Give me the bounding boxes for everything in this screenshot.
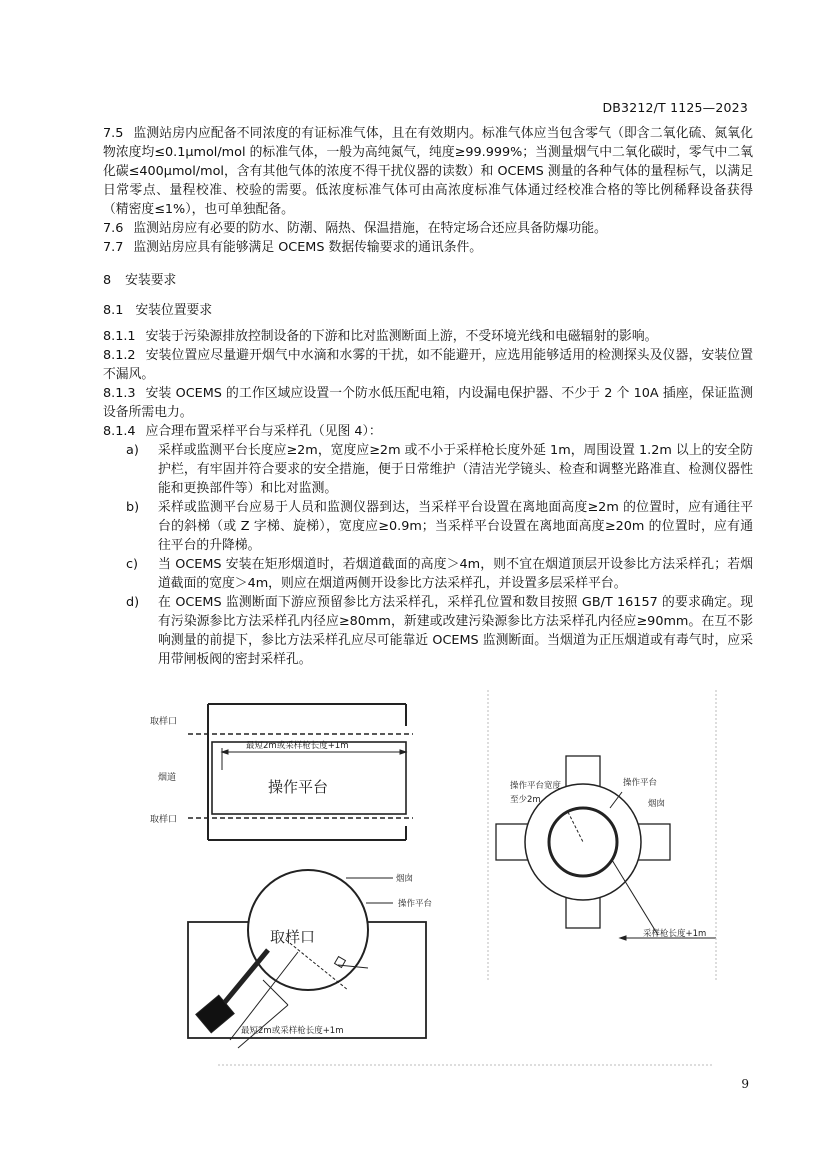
clause-number: 7.6 (103, 221, 124, 236)
label-platform-top: 操作平台 (268, 778, 329, 796)
clause-text: 安装 OCEMS 的工作区域应设置一个防水低压配电箱，内设漏电保护器、不少于 2 个 10A 插座，保证监测设备所需电力。 (103, 386, 753, 420)
figure-4-sampling-layout (138, 690, 728, 1075)
clause-8-1-1 (103, 327, 753, 346)
label-sample-port-top: 取样口 (150, 717, 178, 727)
clause-text: 安装于污染源排放控制设备的下游和比对监测断面上游，不受环境光线和电磁辐射的影响。 (145, 329, 658, 344)
section-title: 安装位置要求 (135, 303, 213, 318)
clause-7-5 (103, 124, 753, 219)
list-marker: c) (126, 557, 139, 572)
clause-text: 应合理布置采样平台与采样孔（见图 4）： (145, 424, 382, 439)
label-dimension-top: 最短2m或采样枪长度+1m (246, 741, 349, 751)
section-heading-8-1 (103, 301, 753, 321)
list-marker: a) (126, 443, 139, 458)
clause-number: 7.5 (103, 126, 124, 141)
label-chimney-bottom: 烟囱 (396, 874, 414, 884)
clause-text: 监测站房应具有能够满足 OCEMS 数据传输要求的通讯条件。 (133, 240, 483, 255)
label-sample-port-bottom-view: 取样口 (270, 928, 316, 946)
label-chimney-right: 烟囱 (648, 799, 666, 809)
list-item-b (103, 498, 753, 555)
label-flue: 烟道 (158, 773, 177, 783)
clause-number: 8.1.2 (103, 348, 136, 363)
figure-drawing (138, 690, 728, 1075)
clause-text: 安装位置应尽量避开烟气中水滴和水雾的干扰，如不能避开，应选用能够适用的检测探头及仪器，安装位置不漏风。 (103, 348, 753, 382)
clause-number: 8.1.4 (103, 424, 136, 439)
clause-text: 监测站房应有必要的防水、防潮、隔热、保温措施，在特定场合还应具备防爆功能。 (133, 221, 607, 236)
clause-text: 监测站房内应配备不同浓度的有证标准气体，且在有效期内。标准气体应当包含零气（即含二氧化硫、氮氧化物浓度均≤0.1μmol/mol 的标准气体，一般为高纯氮气，纯度≥99.999%；当测量烟气中二氧化碳时，零气中二氧化碳≤400μmol/mol，含有其他气体的浓度不得干扰仪器的读数）和 OCEMS 测量的各种气体的量程标气，以满足日常零点、量程校准、校验的需要。低浓度标准气体可由高浓度标准气体通过经校准合格的等比例稀释设备获得（精密度≤1%），也可单独配备。 (103, 126, 753, 217)
label-gun-length: 采样枪长度+1m (643, 929, 707, 939)
page-number: 9 (741, 1077, 749, 1091)
section-title: 安装要求 (125, 273, 177, 288)
label-platform-bottom: 操作平台 (398, 899, 433, 909)
section-heading-8 (103, 271, 753, 291)
label-platform-right: 操作平台 (623, 778, 658, 788)
list-text: 当 OCEMS 安装在矩形烟道时，若烟道截面的高度＞4m，则不宜在烟道顶层开设参比方法采样孔；若烟道截面的宽度＞4m，则应在烟道两侧开设参比方法采样孔，并设置多层采样平台。 (158, 557, 753, 591)
list-text: 在 OCEMS 监测断面下游应预留参比方法采样孔，采样孔位置和数目按照 GB/T 16157 的要求确定。现有污染源参比方法采样孔内径应≥80mm，新建或改建污染源参比方法采样孔内径应≥90mm。在互不影响测量的前提下，参比方法采样孔应尽可能靠近 OCEMS 监测断面。当烟道为正压烟道或有毒气时，应采用带闸板阀的密封采样孔。 (158, 595, 753, 667)
chimney-platform-view (188, 870, 426, 1048)
label-platform-width: 操作平台宽度 (510, 781, 562, 791)
list-text: 采样或监测平台长度应≥2m，宽度应≥2m 或不小于采样枪长度外延 1m，周围设置 1.2m 以上的安全防护栏，有牢固并符合要求的安全措施，便于日常维护（清洁光学镜头、检查和调整光路准直、检测仪器性能和更换部件等）和比对监测。 (158, 443, 753, 496)
label-dimension-bottom: 最短2m或采样枪长度+1m (241, 1026, 344, 1036)
clause-number: 8.1.3 (103, 386, 136, 401)
document-body (103, 124, 753, 669)
clause-number: 7.7 (103, 240, 124, 255)
clause-number: 8.1.1 (103, 329, 136, 344)
section-number: 8.1 (103, 303, 124, 318)
list-item-c (103, 555, 753, 593)
list-marker: d) (126, 595, 140, 610)
label-at-least: 至少2m (510, 795, 541, 805)
clause-8-1-3 (103, 384, 753, 422)
list-marker: b) (126, 500, 140, 515)
list-text: 采样或监测平台应易于人员和监测仪器到达，当采样平台设置在离地面高度≥2m 的位置时，应有通往平台的斜梯（或 Z 字梯、旋梯），宽度应≥0.9m；当采样平台设置在离地面高度≥20m 的位置时，应有通往平台的升降梯。 (158, 500, 753, 553)
section-number: 8 (103, 273, 112, 288)
list-item-d (103, 593, 753, 669)
clause-7-6 (103, 219, 753, 238)
flue-side-view (188, 704, 413, 840)
document-code: DB3212/T 1125—2023 (602, 100, 748, 115)
clause-8-1-2 (103, 346, 753, 384)
clause-8-1-4 (103, 422, 753, 441)
list-item-a (103, 441, 753, 498)
label-sample-port-bottom: 取样口 (150, 815, 178, 825)
clause-7-7 (103, 238, 753, 257)
